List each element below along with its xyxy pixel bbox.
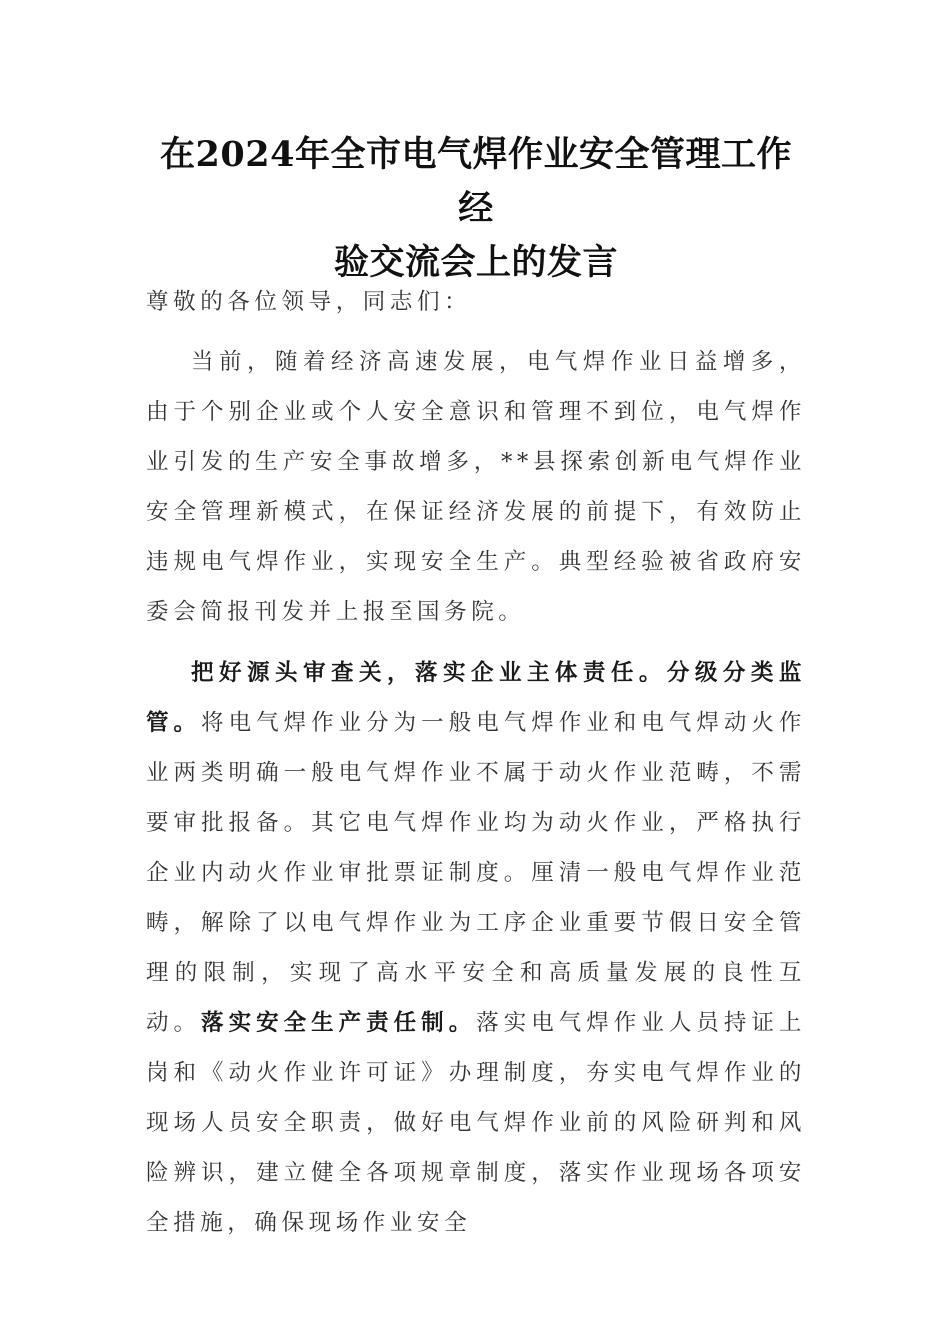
paragraph-heading: 把好源头审查关，落实企业主体责任。分级分类监管。 — [146, 660, 806, 736]
paragraph-subheading: 落实安全生产责任制。 — [201, 1010, 477, 1036]
title-line-2: 验交流会上的发言 — [333, 242, 618, 283]
paragraph-intro: 当前，随着经济高速发展，电气焊作业日益增多，由于个别企业或个人安全意识和管理不到位，电气焊作业引发的生产安全事故增多，**县探索创新电气焊作业安全管理新模式，在保证经济发展的前提下，有效防止违规电气焊作业，实现安全生产。典型经验被省政府安委会简报刊发并上报至国务院。 — [146, 349, 806, 625]
paragraph-text-continued: 落实电气焊作业人员持证上岗和《动火作业许可证》办理制度，夯实电气焊作业的现场人员安全职责，做好电气焊作业前的风险研判和风险辨识，建立健全各项规章制度，落实作业现场各项安全措施，确保现场作业安全 — [146, 1010, 807, 1236]
salutation: 尊敬的各位领导，同志们： — [146, 289, 472, 315]
paragraph-text: 将电气焊作业分为一般电气焊作业和电气焊动火作业两类明确一般电气焊作业不属于动火作业范畴，不需要审批报备。其它电气焊作业均为动火作业，严格执行企业内动火作业审批票证制度。厘清一般电气焊作业范畴，解除了以电气焊作业为工序企业重要节假日安全管理的限制，实现了高水平安全和高质量发展的良性互动。 — [146, 710, 807, 1036]
title-line-1: 在2024年全市电气焊作业安全管理工作经 — [160, 134, 792, 229]
document-title — [146, 128, 806, 290]
paragraph-source-review — [146, 648, 806, 1248]
